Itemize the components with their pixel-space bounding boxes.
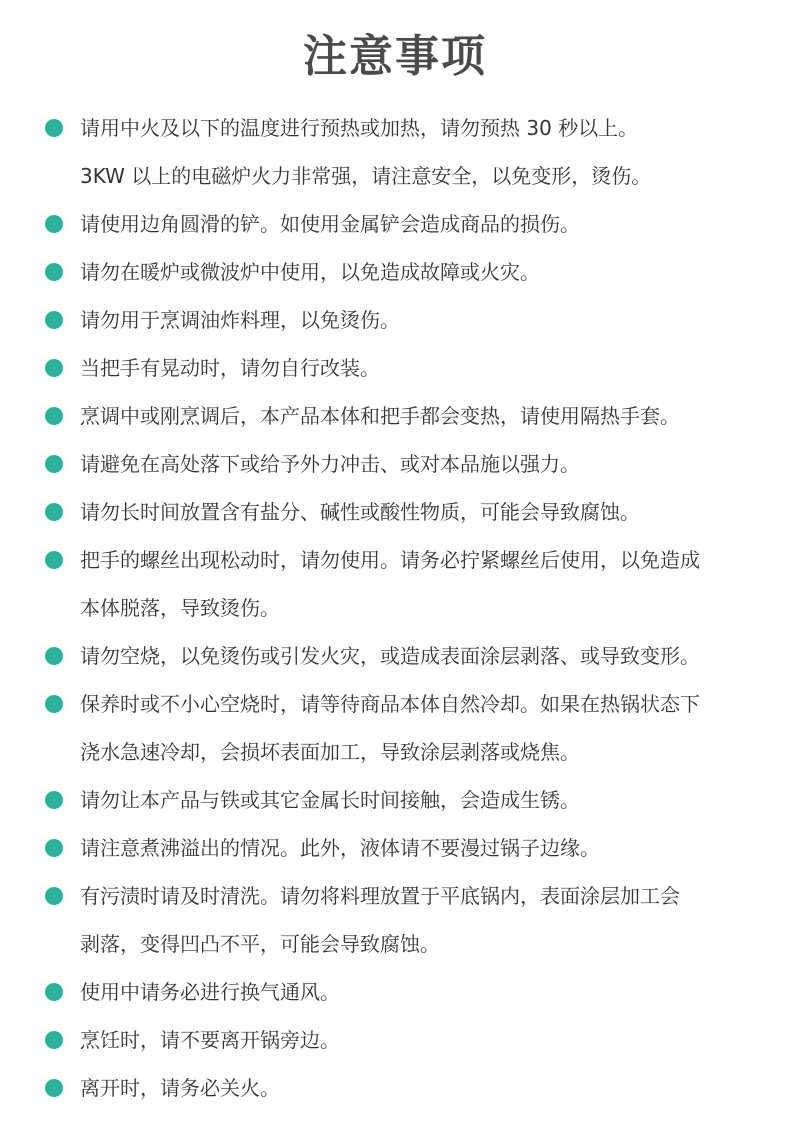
precaution-item [0,680,790,776]
precaution-item [0,968,790,1016]
bullet-dot-icon [45,695,63,713]
bullet-dot-icon [45,455,63,473]
precaution-text-line: 请勿长时间放置含有盐分、碱性或酸性物质，可能会导致腐蚀。 [80,500,640,524]
bullet-dot-icon [45,983,63,1001]
bullet-dot-icon [45,1031,63,1049]
precaution-text-line: 烹调中或刚烹调后，本产品本体和把手都会变热，请使用隔热手套。 [80,404,680,428]
bullet-dot-icon [45,551,63,569]
bullet-dot-icon [45,359,63,377]
precaution-item [0,344,790,392]
precaution-text-line: 请勿在暖炉或微波炉中使用，以免造成故障或火灾。 [80,260,540,284]
precaution-item [0,1016,790,1064]
precaution-text-line: 浇水急速冷却，会损坏表面加工，导致涂层剥落或烧焦。 [80,740,580,764]
precaution-text-line: 请注意煮沸溢出的情况。此外，液体请不要漫过锅子边缘。 [80,836,600,860]
precaution-item [0,824,790,872]
precaution-text-line: 请避免在高处落下或给予外力冲击、或对本品施以强力。 [80,452,580,476]
precaution-item [0,488,790,536]
precaution-item [0,104,790,200]
page-title: 注意事项 [303,31,487,82]
precaution-item [0,440,790,488]
precaution-text-line: 使用中请务必进行换气通风。 [80,980,340,1004]
precaution-text-line: 请使用边角圆滑的铲。如使用金属铲会造成商品的损伤。 [80,212,580,236]
precaution-item [0,632,790,680]
precautions-list [0,104,790,1112]
precaution-item [0,296,790,344]
bullet-dot-icon [45,887,63,905]
precaution-item [0,1064,790,1112]
precaution-text-line: 烹饪时，请不要离开锅旁边。 [80,1028,340,1052]
precaution-text-line: 3KW 以上的电磁炉火力非常强，请注意安全，以免变形，烫伤。 [80,164,652,188]
precaution-text-line: 请勿用于烹调油炸料理，以免烫伤。 [80,308,400,332]
precaution-text-line: 请勿让本产品与铁或其它金属长时间接触，会造成生锈。 [80,788,580,812]
bullet-dot-icon [45,791,63,809]
precaution-item [0,776,790,824]
bullet-dot-icon [45,311,63,329]
precaution-item [0,392,790,440]
precaution-item [0,872,790,968]
precaution-item [0,536,790,632]
precaution-text-line: 本体脱落，导致烫伤。 [80,596,280,620]
precaution-text-line: 请勿空烧，以免烫伤或引发火灾，或造成表面涂层剥落、或导致变形。 [80,644,700,668]
precaution-text-line: 剥落，变得凹凸不平，可能会导致腐蚀。 [80,932,440,956]
bullet-dot-icon [45,119,63,137]
precaution-text-line: 离开时，请务必关火。 [80,1076,280,1100]
precaution-text-line: 请用中火及以下的温度进行预热或加热，请勿预热 30 秒以上。 [80,116,639,140]
bullet-dot-icon [45,1079,63,1097]
bullet-dot-icon [45,263,63,281]
bullet-dot-icon [45,503,63,521]
precaution-item [0,200,790,248]
precaution-text-line: 保养时或不小心空烧时，请等待商品本体自然冷却。如果在热锅状态下 [80,692,700,716]
precaution-item [0,248,790,296]
bullet-dot-icon [45,839,63,857]
bullet-dot-icon [45,647,63,665]
precaution-text-line: 把手的螺丝出现松动时，请勿使用。请务必拧紧螺丝后使用，以免造成 [80,548,700,572]
bullet-dot-icon [45,215,63,233]
bullet-dot-icon [45,407,63,425]
precaution-text-line: 当把手有晃动时，请勿自行改装。 [80,356,380,380]
precaution-text-line: 有污渍时请及时清洗。请勿将料理放置于平底锅内，表面涂层加工会 [80,884,680,908]
